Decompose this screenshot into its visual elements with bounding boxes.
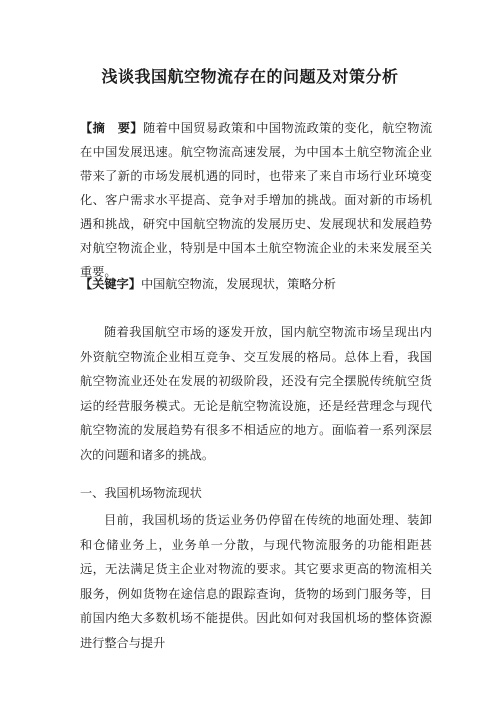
keywords-text: 中国航空物流，发展现状，策略分析 [140,277,336,291]
document-title: 浅谈我国航空物流存在的问题及对策分析 [101,67,399,86]
keywords-line [80,272,432,296]
section-heading: 一、我国机场物流现状 [80,486,202,500]
section-paragraph: 目前，我国机场的货运业务仍停留在传统的地面处理、装卸和仓储业务上，业务单一分散，与现代物流服务的功能相距甚远，无法满足货主企业对物流的要求。其它要求更高的物流相关服务，例如货物在途信息的跟踪查询，货物的场到门服务等，目前国内绝大多数机场不能提供。因此如何对我国机场的整体资源进行整合与提升 [80,513,432,650]
keywords-label: 【关键字】 [80,277,141,291]
abstract-text: 随着中国贸易政策和中国物流政策的变化，航空物流在中国发展迅速。航空物流高速发展，为中国本土航空物流企业带来了新的市场发展机遇的同时，也带来了来自市场行业环境变化、客户需求水平提高、竞争对手增加的挑战。面对新的市场机遇和挑战，研究中国航空物流的发展历史、发展现状和发展趋势对航空物流企业，特别是中国本土航空物流企业的未来发展至关重要。 [80,121,433,279]
abstract-paragraph [80,116,432,284]
abstract-label: 【摘 要】 [80,121,143,135]
intro-paragraph: 随着我国航空市场的逐发开放，国内航空物流市场呈现出内外资航空物流企业相互竞争、交互发展的格局。总体上看，我国航空物流业还处在发展的初级阶段，还没有完全摆脱传统航空货运的经营服务模式。无论是航空物流设施，还是经营理念与现代航空物流的发展趋势有很多不相适应的地方。面临着一系列深层次的问题和诸多的挑战。 [80,325,432,462]
